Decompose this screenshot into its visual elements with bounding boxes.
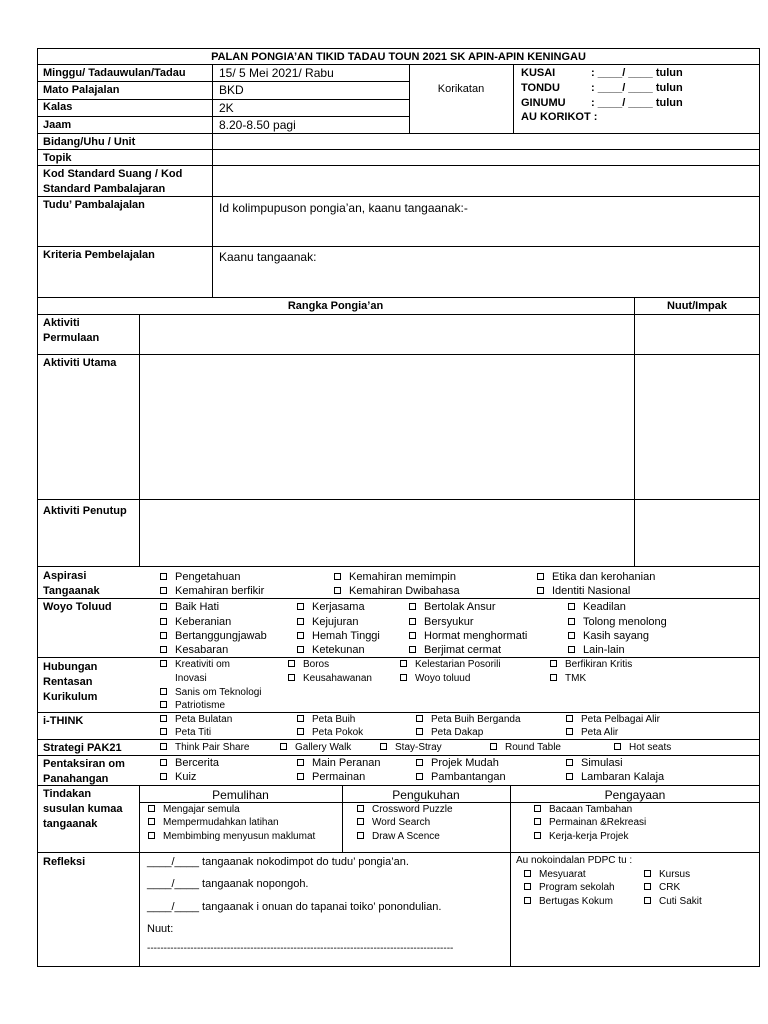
- mato-value[interactable]: BKD: [219, 83, 244, 97]
- checkbox-icon: [280, 743, 287, 750]
- woyo-option[interactable]: Kejujuran: [297, 617, 358, 628]
- checkbox-icon: [537, 587, 544, 594]
- nuut-line[interactable]: --------------------------------------------------------------------------------------------: [147, 944, 454, 954]
- ithink-option[interactable]: Peta Alir: [566, 728, 618, 738]
- checkbox-icon: [566, 728, 573, 735]
- mato-label: Mato Palajalan: [43, 84, 120, 96]
- korikatan-label: Korikatan: [437, 83, 485, 95]
- kod-label-2: Standard Pambalajaran: [43, 183, 166, 195]
- rangka-title: Rangka Pongia’an: [287, 300, 384, 312]
- minggu-label: Minggu/ Tadauwulan/Tadau: [43, 67, 186, 79]
- pentaksiran-option[interactable]: Simulasi: [566, 758, 623, 769]
- rule: [510, 785, 511, 967]
- checkbox-icon: [490, 743, 497, 750]
- rule: [37, 133, 760, 134]
- strategi-option[interactable]: Round Table: [490, 743, 561, 753]
- woyo-option[interactable]: Lain-lain: [568, 645, 625, 656]
- pengukuhan-header: Pengukuhan: [392, 788, 460, 802]
- aspirasi-option[interactable]: Kemahiran memimpin: [334, 572, 456, 583]
- utama-label: Aktiviti Utama: [43, 357, 117, 369]
- woyo-option[interactable]: Bertolak Ansur: [409, 602, 496, 613]
- tudu-label: Tudu’ Pambalajalan: [43, 199, 145, 211]
- kriteria-value[interactable]: Kaanu tangaanak:: [219, 250, 317, 264]
- pdpc-option[interactable]: Kursus: [644, 870, 690, 880]
- rule: [37, 165, 760, 166]
- pdpc-option[interactable]: Mesyuarat: [524, 870, 586, 880]
- rule: [37, 566, 760, 567]
- pemulihan-option[interactable]: Mengajar semula: [148, 805, 240, 815]
- checkbox-icon: [524, 870, 531, 877]
- checkbox-icon: [297, 646, 304, 653]
- checkbox-icon: [644, 883, 651, 890]
- tindakan-label-3: tangaanak: [43, 818, 98, 830]
- bidang-label: Bidang/Uhu / Unit: [43, 136, 136, 148]
- checkbox-icon: [160, 701, 167, 708]
- form-title: PALAN PONGIA’AN TIKID TADAU TOUN 2021 SK APIN-APIN KENINGAU: [211, 51, 586, 63]
- rule: [37, 657, 760, 658]
- checkbox-icon: [644, 897, 651, 904]
- pdpc-option[interactable]: Cuti Sakit: [644, 897, 702, 907]
- checkbox-icon: [160, 660, 167, 667]
- aspirasi-option[interactable]: Kemahiran Dwibahasa: [334, 586, 460, 597]
- checkbox-icon: [524, 897, 531, 904]
- woyo-option[interactable]: Bersyukur: [409, 617, 474, 628]
- penutup-label: Aktiviti Penutup: [43, 505, 127, 517]
- checkbox-icon: [380, 743, 387, 750]
- hubungan-option[interactable]: Kelestarian Posorili: [400, 660, 501, 670]
- pengayaan-option[interactable]: Permainan &Rekreasi: [534, 818, 646, 828]
- checkbox-icon: [297, 715, 304, 722]
- woyo-option[interactable]: Kesabaran: [160, 645, 228, 656]
- aspirasi-option[interactable]: Pengetahuan: [160, 572, 240, 583]
- checkbox-icon: [537, 573, 544, 580]
- hubungan-option[interactable]: Keusahawanan: [288, 674, 372, 684]
- pentaksiran-option[interactable]: Lambaran Kalaja: [566, 772, 664, 783]
- aspirasi-label-1: Aspirasi: [43, 570, 87, 582]
- rule: [37, 297, 760, 298]
- checkbox-icon: [297, 728, 304, 735]
- checkbox-icon: [409, 618, 416, 625]
- rule: [37, 314, 760, 315]
- woyo-option[interactable]: Keberanian: [160, 617, 231, 628]
- rule: [513, 64, 514, 133]
- checkbox-icon: [568, 632, 575, 639]
- checkbox-icon: [160, 688, 167, 695]
- checkbox-icon: [160, 632, 167, 639]
- woyo-option[interactable]: Kasih sayang: [568, 631, 649, 642]
- checkbox-icon: [409, 603, 416, 610]
- tindakan-label-2: susulan kumaa: [43, 803, 123, 815]
- checkbox-icon: [334, 587, 341, 594]
- pentaksiran-option[interactable]: Pambantangan: [416, 772, 506, 783]
- rule: [139, 314, 140, 567]
- aspirasi-option[interactable]: Kemahiran berfikir: [160, 586, 264, 597]
- pemulihan-option[interactable]: Membimbing menyusun maklumat: [148, 832, 315, 842]
- nuut-impak-title: Nuut/Impak: [667, 300, 727, 312]
- woyo-option[interactable]: Ketekunan: [297, 645, 365, 656]
- pentaksiran-option[interactable]: Permainan: [297, 772, 365, 783]
- jaam-value[interactable]: 8.20-8.50 pagi: [219, 118, 296, 132]
- rule: [37, 755, 760, 756]
- refleksi-line-3[interactable]: ____/____ tangaanak i onuan do tapanai toiko’ ponondulian.: [147, 901, 442, 913]
- checkbox-icon: [566, 759, 573, 766]
- kriteria-label: Kriteria Pembelajalan: [43, 249, 155, 261]
- rule: [37, 64, 760, 65]
- checkbox-icon: [357, 805, 364, 812]
- jaam-label: Jaam: [43, 119, 72, 131]
- kalas-value[interactable]: 2K: [219, 101, 234, 115]
- strategi-label: Strategi PAK21: [43, 742, 122, 754]
- checkbox-icon: [297, 632, 304, 639]
- checkbox-icon: [160, 618, 167, 625]
- hubungan-label-3: Kurikulum: [43, 691, 98, 703]
- hubungan-option-cont: Inovasi: [175, 673, 207, 684]
- checkbox-icon: [400, 674, 407, 681]
- checkbox-icon: [160, 646, 167, 653]
- permulaan-label-2: Permulaan: [43, 332, 100, 344]
- pentaksiran-option[interactable]: Projek Mudah: [416, 758, 499, 769]
- aspirasi-option[interactable]: Etika dan kerohanian: [537, 572, 655, 583]
- kusai-blank[interactable]: : ____/ ____ tulun: [591, 67, 683, 79]
- rule: [37, 739, 760, 740]
- pdpc-option[interactable]: Program sekolah: [524, 883, 615, 893]
- ithink-option[interactable]: Peta Bulatan: [160, 715, 232, 725]
- checkbox-icon: [357, 818, 364, 825]
- pentaksiran-option[interactable]: Main Peranan: [297, 758, 381, 769]
- checkbox-icon: [416, 773, 423, 780]
- checkbox-icon: [550, 660, 557, 667]
- nuut-label: Nuut:: [147, 923, 174, 935]
- minggu-value[interactable]: 15/ 5 Mei 2021/ Rabu: [219, 66, 334, 80]
- checkbox-icon: [148, 818, 155, 825]
- ithink-option[interactable]: Peta Buih: [297, 715, 355, 725]
- refleksi-line-2[interactable]: ____/____ tangaanak nopongoh.: [147, 878, 309, 890]
- pentaksiran-label-1: Pentaksiran om: [43, 758, 125, 770]
- hubungan-label-2: Rentasan: [43, 676, 93, 688]
- hubungan-option[interactable]: Sanis om Teknologi: [160, 688, 262, 698]
- checkbox-icon: [644, 870, 651, 877]
- woyo-label: Woyo Toluud: [43, 601, 112, 613]
- ithink-option[interactable]: Peta Dakap: [416, 728, 483, 738]
- hubungan-option[interactable]: Patriotisme: [160, 701, 225, 711]
- checkbox-icon: [409, 646, 416, 653]
- rule: [37, 196, 760, 197]
- ginumu-label: GINUMU: [521, 97, 566, 109]
- checkbox-icon: [357, 832, 364, 839]
- checkbox-icon: [148, 832, 155, 839]
- checkbox-icon: [416, 715, 423, 722]
- au-korikot-label: AU KORIKOT :: [521, 111, 598, 123]
- checkbox-icon: [297, 618, 304, 625]
- rule: [37, 99, 409, 100]
- pengukuhan-option[interactable]: Draw A Scence: [357, 832, 440, 842]
- kod-label-1: Kod Standard Suang / Kod: [43, 168, 183, 180]
- checkbox-icon: [524, 883, 531, 890]
- pdpc-title: Au nokoindalan PDPC tu :: [516, 855, 633, 866]
- tondu-blank[interactable]: : ____/ ____ tulun: [591, 82, 683, 94]
- checkbox-icon: [534, 818, 541, 825]
- pengayaan-header: Pengayaan: [604, 788, 666, 802]
- pengukuhan-option[interactable]: Word Search: [357, 818, 430, 828]
- rule: [37, 246, 760, 247]
- checkbox-icon: [297, 603, 304, 610]
- kusai-label: KUSAI: [521, 67, 556, 79]
- hubungan-option[interactable]: Woyo toluud: [400, 674, 470, 684]
- pengayaan-option[interactable]: Kerja-kerja Projek: [534, 832, 628, 842]
- aspirasi-label-2: Tangaanak: [43, 585, 100, 597]
- rule: [37, 598, 760, 599]
- woyo-option[interactable]: Baik Hati: [160, 602, 219, 613]
- checkbox-icon: [400, 660, 407, 667]
- checkbox-icon: [534, 805, 541, 812]
- checkbox-icon: [334, 573, 341, 580]
- checkbox-icon: [534, 832, 541, 839]
- hubungan-option[interactable]: Berfikiran Kritis: [550, 660, 632, 670]
- checkbox-icon: [550, 674, 557, 681]
- checkbox-icon: [160, 773, 167, 780]
- hubungan-option[interactable]: TMK: [550, 674, 586, 684]
- refleksi-label: Refleksi: [43, 856, 86, 868]
- checkbox-icon: [568, 618, 575, 625]
- checkbox-icon: [614, 743, 621, 750]
- pdpc-option[interactable]: Bertugas Kokum: [524, 897, 613, 907]
- ithink-option[interactable]: Peta Buih Berganda: [416, 715, 521, 725]
- checkbox-icon: [409, 632, 416, 639]
- rule: [37, 499, 760, 500]
- refleksi-line-1[interactable]: ____/____ tangaanak nokodimpot do tudu’ pongia’an.: [147, 856, 409, 868]
- ithink-option[interactable]: Peta Titi: [160, 728, 211, 738]
- strategi-option[interactable]: Stay-Stray: [380, 743, 442, 753]
- checkbox-icon: [416, 759, 423, 766]
- pengayaan-option[interactable]: Bacaan Tambahan: [534, 805, 632, 815]
- woyo-option[interactable]: Berjimat cermat: [409, 645, 501, 656]
- tudu-value[interactable]: Id kolimpupuson pongia’an, kaanu tangaanak:-: [219, 201, 468, 215]
- ithink-label: i-THINK: [43, 715, 84, 727]
- woyo-option[interactable]: Bertanggungjawab: [160, 631, 267, 642]
- rule: [37, 354, 760, 355]
- rule: [37, 712, 760, 713]
- checkbox-icon: [160, 573, 167, 580]
- checkbox-icon: [160, 759, 167, 766]
- rule: [139, 802, 760, 803]
- tindakan-label-1: Tindakan: [43, 788, 92, 800]
- tondu-label: TONDU: [521, 82, 560, 94]
- hubungan-option[interactable]: Boros: [288, 660, 329, 670]
- rule: [37, 81, 409, 82]
- checkbox-icon: [416, 728, 423, 735]
- permulaan-label-1: Aktiviti: [43, 317, 80, 329]
- rule: [634, 297, 635, 567]
- strategi-option[interactable]: Gallery Walk: [280, 743, 351, 753]
- ginumu-blank[interactable]: : ____/ ____ tulun: [591, 97, 683, 109]
- woyo-option[interactable]: Kerjasama: [297, 602, 365, 613]
- checkbox-icon: [297, 773, 304, 780]
- strategi-option[interactable]: Think Pair Share: [160, 743, 249, 753]
- woyo-option[interactable]: Hemah Tinggi: [297, 631, 380, 642]
- ithink-option[interactable]: Peta Pelbagai Alir: [566, 715, 660, 725]
- checkbox-icon: [288, 674, 295, 681]
- checkbox-icon: [160, 603, 167, 610]
- strategi-option[interactable]: Hot seats: [614, 743, 671, 753]
- topik-label: Topik: [43, 152, 72, 164]
- checkbox-icon: [566, 715, 573, 722]
- pemulihan-option[interactable]: Mempermudahkan latihan: [148, 818, 279, 828]
- hubungan-label-1: Hubungan: [43, 661, 98, 673]
- pemulihan-header: Pemulihan: [212, 788, 269, 802]
- checkbox-icon: [568, 603, 575, 610]
- rule: [409, 64, 410, 133]
- rule: [37, 149, 760, 150]
- checkbox-icon: [148, 805, 155, 812]
- woyo-option[interactable]: Keadilan: [568, 602, 626, 613]
- checkbox-icon: [160, 743, 167, 750]
- woyo-option[interactable]: Hormat menghormati: [409, 631, 527, 642]
- rule: [37, 785, 760, 786]
- rule: [37, 116, 409, 117]
- checkbox-icon: [297, 759, 304, 766]
- checkbox-icon: [160, 715, 167, 722]
- hubungan-option[interactable]: Kreativiti om: [160, 660, 230, 670]
- rule: [139, 785, 140, 967]
- pdpc-option[interactable]: CRK: [644, 883, 680, 893]
- checkbox-icon: [160, 728, 167, 735]
- pengukuhan-option[interactable]: Crossword Puzzle: [357, 805, 453, 815]
- pentaksiran-label-2: Panahangan: [43, 773, 109, 785]
- checkbox-icon: [288, 660, 295, 667]
- pentaksiran-option[interactable]: Kuiz: [160, 772, 196, 783]
- woyo-option[interactable]: Tolong menolong: [568, 617, 667, 628]
- rule: [37, 852, 760, 853]
- rule: [212, 64, 213, 297]
- checkbox-icon: [160, 587, 167, 594]
- checkbox-icon: [566, 773, 573, 780]
- ithink-option[interactable]: Peta Pokok: [297, 728, 363, 738]
- kalas-label: Kalas: [43, 101, 73, 113]
- aspirasi-option[interactable]: Identiti Nasional: [537, 586, 630, 597]
- checkbox-icon: [568, 646, 575, 653]
- pentaksiran-option[interactable]: Bercerita: [160, 758, 219, 769]
